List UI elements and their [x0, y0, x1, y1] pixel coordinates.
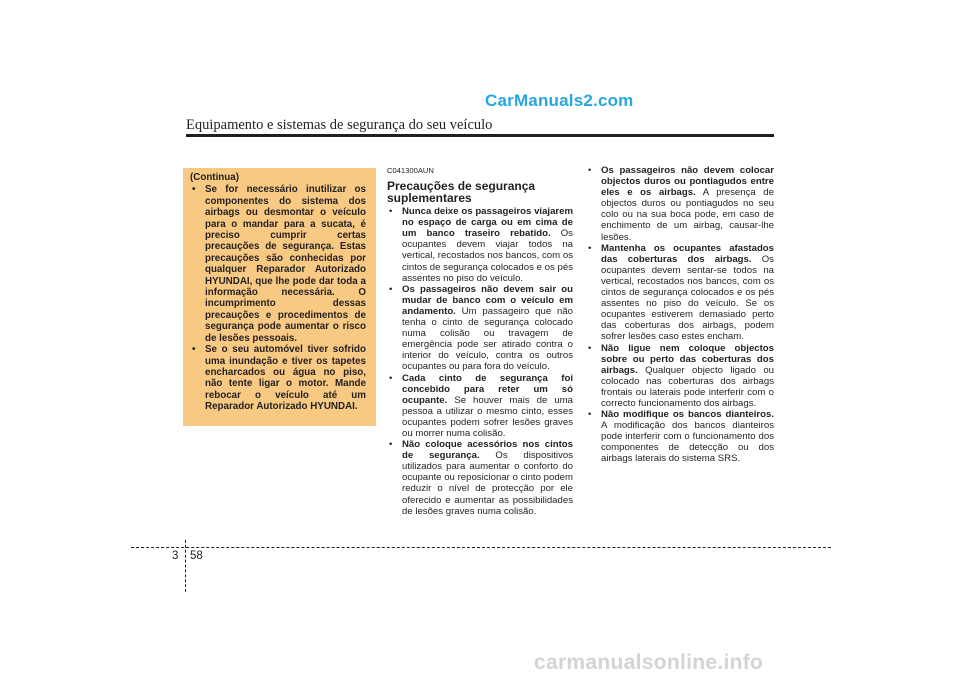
middle-column	[387, 165, 573, 517]
warning-box-item: • Se o seu automóvel tiver sofrido uma inundação e tiver os tapetes encharcados ou água no piso, não tente ligar o motor. Mande rebocar o veículo até um Reparador Autorizado HYUNDAI.	[190, 344, 366, 412]
footer-rule	[131, 547, 831, 548]
list-item	[586, 243, 774, 343]
section-title: Precauções de segurança suplementares	[387, 179, 536, 206]
header-rule	[186, 134, 774, 137]
list-item-text: A presença de objectos duros ou pontiagudos no seu colo ou na sua boca pode, em caso de enchimento de um airbag, causar-lhe lesões.	[601, 187, 774, 243]
list-item	[586, 409, 774, 464]
warning-box	[183, 168, 376, 426]
watermark-carmanualsonline: carmanualsonline.info	[534, 651, 764, 674]
list-item	[387, 439, 573, 517]
warning-box-item: • Se for necessário inutilizar os componentes do sistema dos airbags ou desmontar o veículo para o mandar para a sucata, é preciso cumprir certas precauções de segurança. Estas precauções são conhecidas por qualquer Reparador Autorizado HYUNDAI, que lhe pode dar toda a informação necessária. O incumprimento dessas precauções e procedimentos de segurança pode aumentar o risco de lesões pessoais.	[190, 184, 366, 344]
list-item-text: Os ocupantes devem sentar-se todos na vertical, recostados nos bancos, com os cintos de segurança colocados e os pés assentes no piso do veículo. Se os ocupantes estiverem demasiado perto das coberturas dos airbags, podem sofrer lesões caso estes encham.	[601, 253, 774, 343]
list-item-text: Um passageiro que não tenha o cinto de segurança colocado numa colisão ou travagem de emergência pode ser atirado contra o interior do veículo, contra os outros ocupantes ou para fora do veículo.	[402, 305, 573, 373]
list-item-text: Os dispositivos utilizados para aumentar o conforto do ocupante ou reposicionar o cinto podem reduzir o nível de protecção por ele oferecido e aumentar as possibilidades de lesões graves numa colisão.	[402, 450, 573, 517]
list-item-text: Se houver mais de uma pessoa a utilizar o mesmo cinto, esses ocupantes podem sofrer lesões graves ou morrer numa colisão.	[402, 394, 573, 439]
list-item-lead: Não ligue nem coloque objectos sobre ou perto das coberturas dos airbags.	[601, 342, 774, 376]
list-item-lead: Não coloque acessórios nos cintos de segurança.	[402, 439, 573, 462]
list-item	[387, 373, 573, 440]
footer-divider	[185, 540, 186, 592]
list-item	[586, 165, 774, 243]
right-column	[586, 165, 774, 465]
warning-box-list	[190, 184, 366, 412]
list-item	[387, 206, 573, 284]
list-item-text: Os ocupantes devem viajar todos na vertical, recostados nos bancos, com os cintos de segurança colocados e os pés assentes no piso do veículo.	[402, 228, 573, 284]
list-item-lead: Os passageiros não devem colocar objectos duros ou pontiagudos entre eles e os airbags.	[601, 165, 774, 199]
list-item-lead: Nunca deixe os passageiros viajarem no espaço de carga ou em cima de um banco traseiro rebatido.	[402, 206, 573, 240]
list-item-lead: Cada cinto de segurança foi concebido para reter um só ocupante.	[402, 372, 573, 406]
right-column-list	[586, 165, 774, 465]
list-item	[586, 343, 774, 410]
list-item-text: A modificação dos bancos dianteiros pode interferir com o funcionamento dos componentes de detecção ou dos airbags laterais do sistema SRS.	[601, 420, 774, 465]
list-item-lead: Os passageiros não devem sair ou mudar de banco com o veículo em andamento.	[402, 283, 573, 317]
list-item-text: Qualquer objecto ligado ou colocado nas coberturas dos airbags frontais ou laterais pode interferir com o correcto funcionamento dos airbags.	[601, 364, 774, 409]
middle-column-list	[387, 206, 573, 517]
page-number: 58	[190, 550, 203, 562]
warning-box-heading: (Continua)	[190, 172, 239, 183]
list-item-lead: Não modifique os bancos dianteiros.	[601, 409, 774, 421]
section-code: C041300AUN	[387, 166, 434, 175]
page-header-title: Equipamento e sistemas de segurança do seu veículo	[186, 117, 493, 133]
chapter-number: 3	[172, 550, 179, 562]
list-item-lead: Mantenha os ocupantes afastados das coberturas dos airbags.	[601, 242, 774, 265]
list-item	[387, 284, 573, 373]
watermark-carmanuals2: CarManuals2.com	[485, 91, 634, 110]
